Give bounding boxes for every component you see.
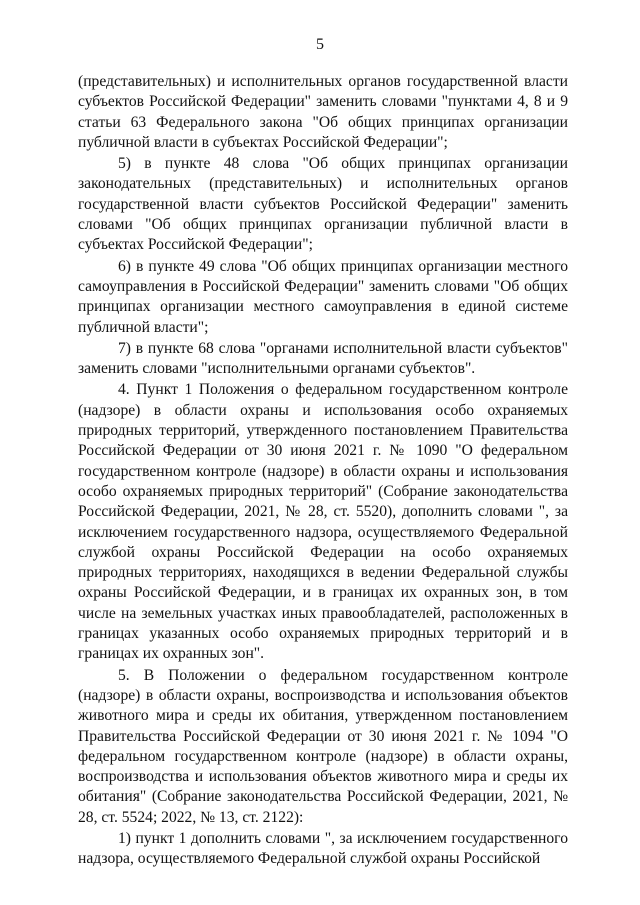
paragraph-item-6: 6) в пункте 49 слова "Об общих принципах организации местного самоуправления в Российской Федерации" заменить словами "Об общих принципах организации местного самоуправления в единой системе публичной власти"; <box>78 257 568 336</box>
paragraph-item-7: 7) в пункте 68 слова "органами исполнительной власти субъектов" заменить словами "исполнительными органами субъектов". <box>78 339 568 378</box>
paragraph-continuation: (представительных) и исполнительных органов государственной власти субъектов Российской Федерации" заменить словами "пунктами 4, 8 и 9 статьи 63 Федерального закона "Об общих принципах организации публичной власти в субъектах Российской Федерации"; <box>78 73 568 151</box>
page-number: 5 <box>316 36 324 53</box>
paragraph-item-5: 5) в пункте 48 слова "Об общих принципах организации законодательных (представительных) и исполнительных органов государственной власти субъектов Российской Федерации" заменить словами "Об общих принципах организации публичной власти в субъектах Российской Федерации"; <box>78 155 568 254</box>
paragraph-section-5: 5. В Положении о федеральном государственном контроле (надзоре) в области охраны, воспроизводства и использования объектов животного мира и среды их обитания, утвержденном постановлением Правительства Российской Федерации от 30 июня 2021 г. № 1094 "О федеральном государственном контроле (надзоре) в области охраны, воспроизводства и использования объектов животного мира и среды их обитания" (Собрание законодательства Российской Федерации, 2021, № 28, ст. 5524; 2022, № 13, ст. 2122): <box>78 666 568 826</box>
paragraph-section-4: 4. Пункт 1 Положения о федеральном государственном контроле (надзоре) в области охраны и использования особо охраняемых природных территорий, утвержденного постановлением Правительства Российской Федерации от 30 июня 2021 г. № 1090 "О федеральном государственном контроле (надзоре) в области охраны и использования особо охраняемых природных территорий" (Собрание законодательства Российской Федерации, 2021, № 28, ст. 5520), дополнить словами ", за исключением государственного надзора, осуществляемого Федеральной службой охраны Российской Федерации на особо охраняемых природных территориях, находящихся в ведении Федеральной службы охраны Российской Федерации, и в границах их охранных зон, в том числе на земельных участках иных правообладателей, расположенных в границах указанных особо охраняемых природных территорий и в границах их охранных зон". <box>78 381 568 663</box>
paragraph-subitem-1: 1) пункт 1 дополнить словами ", за исключением государственного надзора, осуществляемого Федеральной службой охраны Российской <box>78 829 568 868</box>
document-body <box>78 72 568 871</box>
